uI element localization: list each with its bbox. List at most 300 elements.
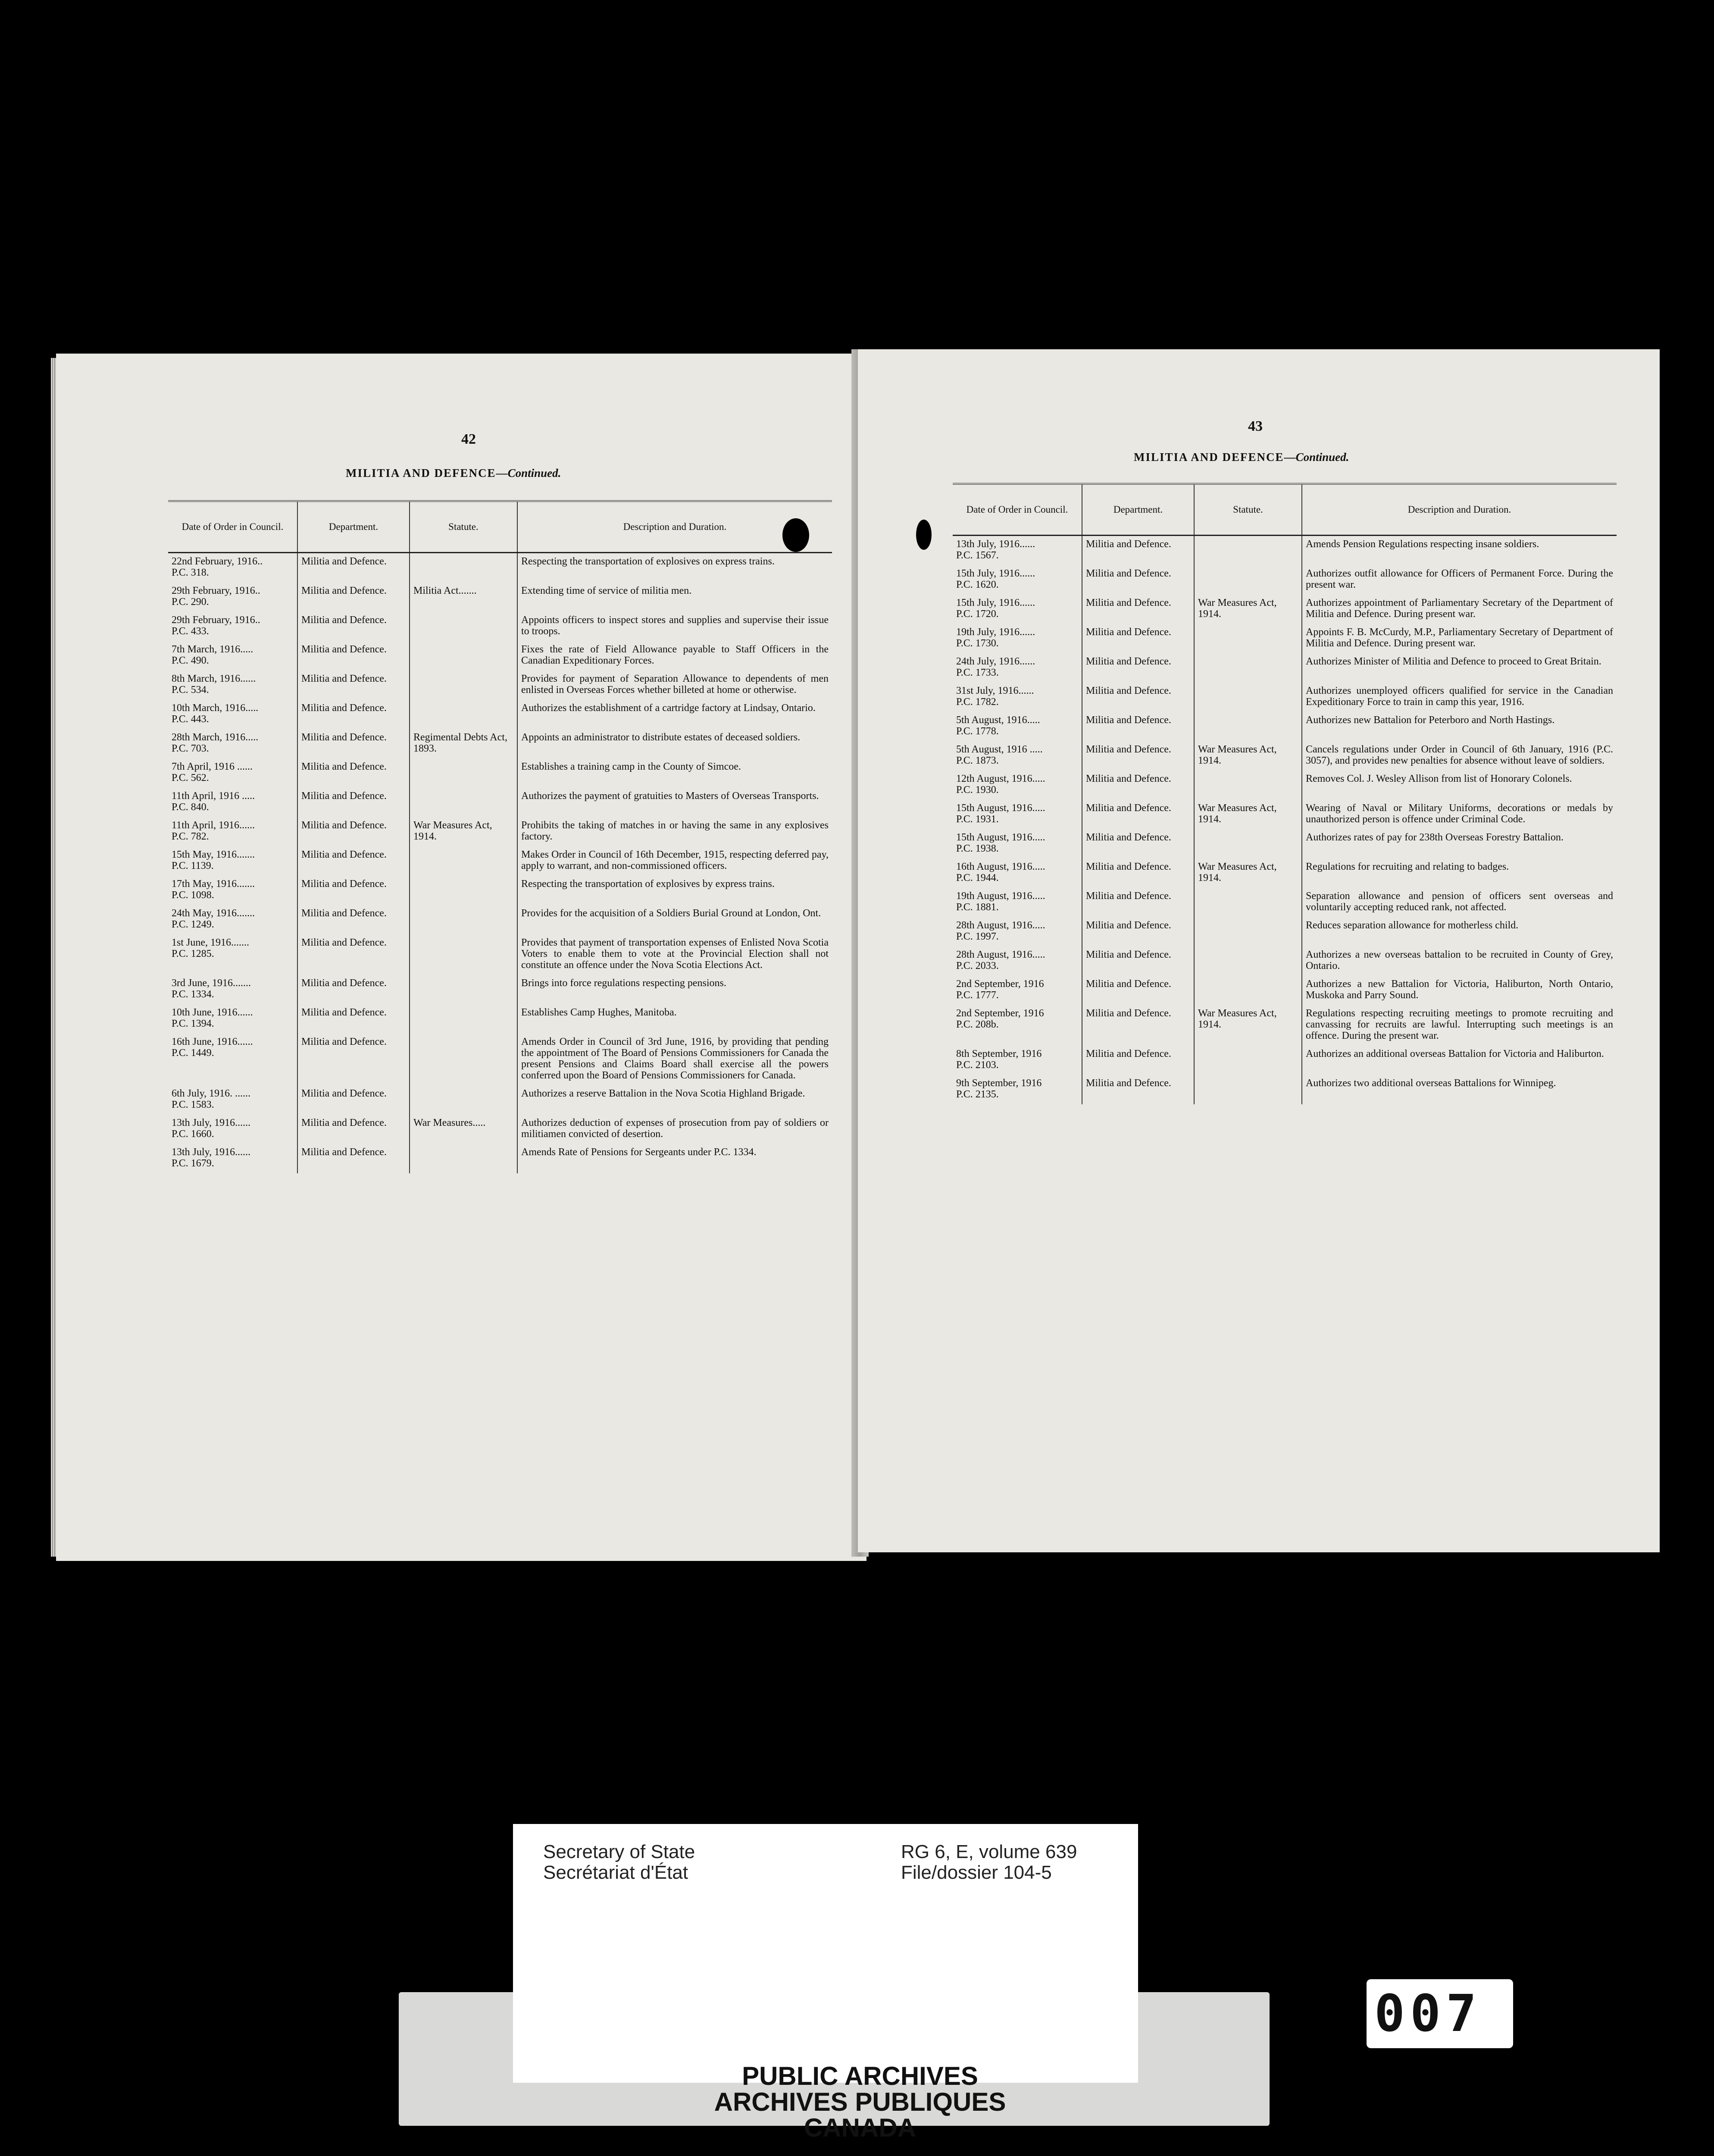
description-cell: Authorizes a reserve Battalion in the Nova Scotia Highland Brigade. <box>517 1085 832 1115</box>
slip-dept-fr: Secrétariat d'État <box>543 1862 688 1883</box>
order-date: 10th March, 1916..... <box>172 702 259 714</box>
order-pc-number: P.C. 1881. <box>956 902 999 913</box>
statute-cell <box>1194 771 1302 800</box>
statute-cell <box>1194 565 1302 595</box>
description-cell: Extending time of service of militia men. <box>517 583 832 612</box>
order-pc-number: P.C. 2135. <box>956 1089 999 1100</box>
department-cell: Militia and Defence. <box>1082 712 1194 741</box>
order-date: 13th July, 1916...... <box>172 1147 251 1158</box>
order-date-cell <box>168 1004 297 1034</box>
order-date: 24th July, 1916...... <box>956 656 1035 667</box>
department-cell: Militia and Defence. <box>1082 1075 1194 1104</box>
description-cell: Respecting the transportation of explosives by express trains. <box>517 876 832 905</box>
table-row <box>953 917 1617 946</box>
page-number: 42 <box>461 431 476 447</box>
statute-cell: War Measures Act, 1914. <box>1194 859 1302 888</box>
order-pc-number: P.C. 290. <box>172 596 209 608</box>
order-date-cell <box>168 975 297 1004</box>
order-date: 29th February, 1916.. <box>172 585 260 596</box>
table-row <box>168 975 832 1004</box>
description-cell: Authorizes unemployed officers qualified for service in the Canadian Expeditionary Force to train in camp this year, 1916. <box>1302 683 1617 712</box>
order-date-cell <box>168 553 297 583</box>
order-date: 29th February, 1916.. <box>172 614 260 626</box>
table-row <box>953 800 1617 829</box>
department-cell: Militia and Defence. <box>1082 536 1194 566</box>
department-cell: Militia and Defence. <box>297 641 410 671</box>
order-date-cell <box>168 1115 297 1144</box>
order-date-cell <box>168 788 297 817</box>
statute-cell <box>410 975 517 1004</box>
punch-hole <box>782 518 809 552</box>
order-pc-number: P.C. 1730. <box>956 638 999 649</box>
statute-cell <box>410 671 517 700</box>
order-pc-number: P.C. 1938. <box>956 843 999 854</box>
description-cell: Regulations for recruiting and relating to badges. <box>1302 859 1617 888</box>
order-date-cell <box>168 758 297 788</box>
description-cell: Authorizes a new overseas battalion to be recruited in County of Grey, Ontario. <box>1302 946 1617 976</box>
table-row <box>953 976 1617 1005</box>
order-date: 15th July, 1916...... <box>956 597 1035 608</box>
order-pc-number: P.C. 1394. <box>172 1018 214 1029</box>
description-cell: Authorizes appointment of Parliamentary Secretary of the Department of Militia and Defence. During present war. <box>1302 595 1617 624</box>
department-cell: Militia and Defence. <box>1082 917 1194 946</box>
order-pc-number: P.C. 490. <box>172 655 209 666</box>
order-date: 7th April, 1916 ...... <box>172 761 253 772</box>
order-pc-number: P.C. 1931. <box>956 814 999 825</box>
description-cell: Provides for payment of Separation Allowance to dependents of men enlisted in Overseas Forces whether billeted at home or otherwise. <box>517 671 832 700</box>
table-row <box>953 829 1617 859</box>
order-pc-number: P.C. 840. <box>172 802 209 813</box>
table-row <box>953 888 1617 917</box>
statute-cell <box>410 934 517 975</box>
order-date-cell <box>168 671 297 700</box>
col-header-statute: Statute. <box>1194 484 1302 536</box>
department-cell: Militia and Defence. <box>297 729 410 758</box>
order-date: 19th July, 1916...... <box>956 627 1035 638</box>
page-42 <box>56 354 866 1561</box>
order-pc-number: P.C. 1449. <box>172 1047 214 1059</box>
description-cell: Removes Col. J. Wesley Allison from list of Honorary Colonels. <box>1302 771 1617 800</box>
table-row <box>168 934 832 975</box>
order-date: 19th August, 1916..... <box>956 890 1045 902</box>
description-cell: Establishes a training camp in the County of Simcoe. <box>517 758 832 788</box>
statute-cell <box>1194 624 1302 653</box>
department-cell: Militia and Defence. <box>297 846 410 876</box>
description-cell: Authorizes Minister of Militia and Defence to proceed to Great Britain. <box>1302 653 1617 683</box>
order-pc-number: P.C. 443. <box>172 714 209 725</box>
department-cell: Militia and Defence. <box>1082 595 1194 624</box>
department-cell: Militia and Defence. <box>297 905 410 934</box>
table-row <box>168 1085 832 1115</box>
description-cell: Authorizes the establishment of a cartridge factory at Lindsay, Ontario. <box>517 700 832 729</box>
order-date: 16th June, 1916...... <box>172 1036 253 1047</box>
order-date: 8th March, 1916...... <box>172 673 256 684</box>
table-row <box>168 729 832 758</box>
department-cell: Militia and Defence. <box>297 975 410 1004</box>
order-pc-number: P.C. 1249. <box>172 919 214 930</box>
department-cell: Militia and Defence. <box>297 1004 410 1034</box>
order-date-cell <box>953 683 1082 712</box>
statute-cell <box>410 846 517 876</box>
order-date-cell <box>168 876 297 905</box>
table-row <box>953 712 1617 741</box>
department-cell: Militia and Defence. <box>1082 946 1194 976</box>
table-row <box>168 905 832 934</box>
table-row <box>953 565 1617 595</box>
description-cell: Authorizes the payment of gratuities to Masters of Overseas Transports. <box>517 788 832 817</box>
col-header-statute: Statute. <box>410 501 517 553</box>
order-pc-number: P.C. 703. <box>172 743 209 754</box>
order-pc-number: P.C. 1720. <box>956 608 999 620</box>
statute-cell: War Measures Act, 1914. <box>1194 800 1302 829</box>
order-date: 28th August, 1916..... <box>956 920 1045 931</box>
table-row <box>953 536 1617 566</box>
description-cell: Amends Rate of Pensions for Sergeants under P.C. 1334. <box>517 1144 832 1173</box>
order-pc-number: P.C. 1334. <box>172 989 214 1000</box>
order-date: 24th May, 1916....... <box>172 908 255 919</box>
description-cell: Cancels regulations under Order in Council of 6th January, 1916 (P.C. 3057), and provides new penalties for absence without leave of soldiers. <box>1302 741 1617 771</box>
statute-cell <box>1194 917 1302 946</box>
statute-cell <box>1194 536 1302 566</box>
department-cell: Militia and Defence. <box>297 817 410 846</box>
col-header-department: Department. <box>297 501 410 553</box>
table-row <box>953 1046 1617 1075</box>
table-row <box>953 946 1617 976</box>
order-date: 5th August, 1916 ..... <box>956 744 1043 755</box>
table-row <box>953 859 1617 888</box>
department-cell: Militia and Defence. <box>297 934 410 975</box>
order-pc-number: P.C. 1285. <box>172 948 214 959</box>
department-cell: Militia and Defence. <box>297 1115 410 1144</box>
statute-cell <box>1194 888 1302 917</box>
order-date-cell <box>168 700 297 729</box>
statute-cell <box>1194 1075 1302 1104</box>
order-date-cell <box>168 1034 297 1085</box>
order-pc-number: P.C. 208b. <box>956 1019 999 1030</box>
statute-cell <box>410 641 517 671</box>
statute-cell <box>1194 712 1302 741</box>
stamp-line-2: ARCHIVES PUBLIQUES <box>714 2087 1006 2116</box>
order-date: 17th May, 1916....... <box>172 878 255 890</box>
order-date: 2nd September, 1916 <box>956 1008 1044 1019</box>
order-date: 15th May, 1916....... <box>172 849 255 860</box>
department-cell: Militia and Defence. <box>297 1085 410 1115</box>
order-date-cell <box>168 817 297 846</box>
order-date: 11th April, 1916 ..... <box>172 790 255 802</box>
order-pc-number: P.C. 1944. <box>956 872 999 884</box>
table-row <box>168 1144 832 1173</box>
table-row <box>168 817 832 846</box>
slip-ref-volume: RG 6, E, volume 639 <box>901 1841 1077 1862</box>
table-row <box>168 583 832 612</box>
department-cell: Militia and Defence. <box>1082 829 1194 859</box>
table-row <box>168 846 832 876</box>
statute-cell: War Measures Act, 1914. <box>410 817 517 846</box>
statute-cell <box>410 758 517 788</box>
table-row <box>168 553 832 583</box>
order-date: 2nd September, 1916 <box>956 978 1044 990</box>
description-cell: Brings into force regulations respecting pensions. <box>517 975 832 1004</box>
order-pc-number: P.C. 1583. <box>172 1099 214 1110</box>
table-row <box>168 1115 832 1144</box>
table-row <box>168 1004 832 1034</box>
order-date: 28th March, 1916..... <box>172 732 259 743</box>
order-pc-number: P.C. 1873. <box>956 755 999 766</box>
statute-cell <box>410 612 517 641</box>
description-cell: Regulations respecting recruiting meetings to promote recruiting and canvassing for recruits are lawful. Interrupting such meetings is an offence. During the present war. <box>1302 1005 1617 1046</box>
order-date-cell <box>953 653 1082 683</box>
col-header-date: Date of Order in Council. <box>168 501 297 553</box>
description-cell: Amends Pension Regulations respecting insane soldiers. <box>1302 536 1617 566</box>
department-cell: Militia and Defence. <box>1082 859 1194 888</box>
order-date-cell <box>953 1075 1082 1104</box>
order-date: 10th June, 1916...... <box>172 1007 253 1018</box>
statute-cell <box>1194 946 1302 976</box>
order-date: 13th July, 1916...... <box>956 539 1035 550</box>
order-date-cell <box>168 641 297 671</box>
order-date-cell <box>953 859 1082 888</box>
order-date: 12th August, 1916..... <box>956 773 1045 784</box>
order-date-cell <box>168 1085 297 1115</box>
order-date-cell <box>953 536 1082 566</box>
order-pc-number: P.C. 2033. <box>956 960 999 971</box>
department-cell: Militia and Defence. <box>297 788 410 817</box>
description-cell: Authorizes a new Battalion for Victoria, Haliburton, North Ontario, Muskoka and Parry Sound. <box>1302 976 1617 1005</box>
description-cell: Authorizes an additional overseas Battalion for Victoria and Haliburton. <box>1302 1046 1617 1075</box>
department-cell: Militia and Defence. <box>1082 565 1194 595</box>
order-date-cell <box>168 934 297 975</box>
order-date: 1st June, 1916....... <box>172 937 249 948</box>
department-cell: Militia and Defence. <box>297 612 410 641</box>
order-date: 9th September, 1916 <box>956 1078 1042 1089</box>
order-date-cell <box>953 800 1082 829</box>
order-date-cell <box>168 612 297 641</box>
order-date-cell <box>953 565 1082 595</box>
order-date-cell <box>953 712 1082 741</box>
table-row <box>953 595 1617 624</box>
order-date-cell <box>168 583 297 612</box>
statute-cell <box>1194 976 1302 1005</box>
punch-hole <box>916 520 932 550</box>
slip-ref-file: File/dossier 104-5 <box>901 1862 1052 1883</box>
order-pc-number: P.C. 433. <box>172 626 209 637</box>
description-cell: Authorizes outfit allowance for Officers of Permanent Force. During the present war. <box>1302 565 1617 595</box>
order-pc-number: P.C. 1930. <box>956 784 999 796</box>
table-row <box>168 1034 832 1085</box>
statute-cell: War Measures..... <box>410 1115 517 1144</box>
order-pc-number: P.C. 1777. <box>956 990 999 1001</box>
col-header-department: Department. <box>1082 484 1194 536</box>
statute-cell <box>1194 829 1302 859</box>
stamp-line-1: PUBLIC ARCHIVES <box>742 2062 978 2090</box>
order-pc-number: P.C. 1778. <box>956 726 999 737</box>
department-cell: Militia and Defence. <box>1082 976 1194 1005</box>
order-pc-number: P.C. 534. <box>172 684 209 696</box>
description-cell: Authorizes new Battalion for Peterboro and North Hastings. <box>1302 712 1617 741</box>
table-row <box>168 700 832 729</box>
description-cell: Makes Order in Council of 16th December, 1915, respecting deferred pay, apply to warrant, and non-commissioned officers. <box>517 846 832 876</box>
table-row <box>168 612 832 641</box>
statute-cell <box>410 1034 517 1085</box>
statute-cell <box>1194 653 1302 683</box>
table-row <box>953 771 1617 800</box>
page-43 <box>858 349 1660 1552</box>
table-row <box>953 1075 1617 1104</box>
page-title: MILITIA AND DEFENCE—Continued. <box>346 467 561 479</box>
statute-cell <box>1194 683 1302 712</box>
description-cell: Appoints an administrator to distribute estates of deceased soldiers. <box>517 729 832 758</box>
description-cell: Amends Order in Council of 3rd June, 1916, by providing that pending the appointment of The Board of Pensions Commissioners for Canada the present Pensions and Claims Board shall exercise all the powers conferred upon the Board of Pensions Commissioners for Canada. <box>517 1034 832 1085</box>
order-pc-number: P.C. 2103. <box>956 1059 999 1071</box>
table-row <box>953 741 1617 771</box>
department-cell: Militia and Defence. <box>1082 888 1194 917</box>
statute-cell <box>410 1004 517 1034</box>
archives-stamp <box>560 2063 1160 2141</box>
department-cell: Militia and Defence. <box>297 1144 410 1173</box>
department-cell: Militia and Defence. <box>1082 624 1194 653</box>
order-date-cell <box>953 624 1082 653</box>
order-date-cell <box>953 946 1082 976</box>
page-title: MILITIA AND DEFENCE—Continued. <box>1134 451 1349 464</box>
orders-table <box>168 500 832 1173</box>
statute-cell: Regimental Debts Act, 1893. <box>410 729 517 758</box>
order-pc-number: P.C. 1660. <box>172 1128 214 1140</box>
order-date-cell <box>953 976 1082 1005</box>
description-cell: Authorizes deduction of expenses of prosecution from pay of soldiers or militiamen convicted of desertion. <box>517 1115 832 1144</box>
statute-cell <box>410 905 517 934</box>
statute-cell: War Measures Act, 1914. <box>1194 741 1302 771</box>
department-cell: Militia and Defence. <box>1082 1046 1194 1075</box>
department-cell: Militia and Defence. <box>1082 741 1194 771</box>
order-pc-number: P.C. 1098. <box>172 890 214 901</box>
stamp-line-3: CANADA <box>804 2113 916 2142</box>
description-cell: Separation allowance and pension of officers sent overseas and voluntarily accepting reduced rank, not affected. <box>1302 888 1617 917</box>
order-pc-number: P.C. 1733. <box>956 667 999 678</box>
statute-cell <box>410 700 517 729</box>
order-date: 13th July, 1916...... <box>172 1117 251 1128</box>
table-row <box>168 788 832 817</box>
table-row <box>953 1005 1617 1046</box>
description-cell: Respecting the transportation of explosives on express trains. <box>517 553 832 583</box>
description-cell: Authorizes two additional overseas Battalions for Winnipeg. <box>1302 1075 1617 1104</box>
department-cell: Militia and Defence. <box>297 583 410 612</box>
description-cell: Prohibits the taking of matches in or having the same in any explosives factory. <box>517 817 832 846</box>
order-date: 15th August, 1916..... <box>956 832 1045 843</box>
description-cell: Appoints F. B. McCurdy, M.P., Parliamentary Secretary of Department of Militia and Defence. During present war. <box>1302 624 1617 653</box>
order-pc-number: P.C. 1567. <box>956 550 999 561</box>
order-date-cell <box>168 846 297 876</box>
statute-cell <box>410 1085 517 1115</box>
description-cell: Authorizes rates of pay for 238th Overseas Forestry Battalion. <box>1302 829 1617 859</box>
slip-dept-en: Secretary of State <box>543 1841 695 1862</box>
order-date: 8th September, 1916 <box>956 1048 1042 1059</box>
frame-number: 007 <box>1374 1984 1482 2043</box>
description-cell: Provides that payment of transportation expenses of Enlisted Nova Scotia Voters to enable them to vote at the Provincial Election shall not constitute an offence under the Nova Scotia Elections Act. <box>517 934 832 975</box>
order-date-cell <box>168 729 297 758</box>
department-cell: Militia and Defence. <box>297 758 410 788</box>
order-date: 15th July, 1916...... <box>956 568 1035 579</box>
archive-reference-slip <box>513 1824 1138 2083</box>
order-date: 28th August, 1916..... <box>956 949 1045 960</box>
table-row <box>953 653 1617 683</box>
table-row <box>168 671 832 700</box>
department-cell: Militia and Defence. <box>297 876 410 905</box>
statute-cell <box>1194 1046 1302 1075</box>
statute-cell: War Measures Act, 1914. <box>1194 1005 1302 1046</box>
order-date: 16th August, 1916..... <box>956 861 1045 872</box>
order-date: 6th July, 1916. ...... <box>172 1088 251 1099</box>
order-date: 15th August, 1916..... <box>956 802 1045 814</box>
col-header-description: Description and Duration. <box>517 501 832 553</box>
order-date: 5th August, 1916..... <box>956 714 1040 726</box>
department-cell: Militia and Defence. <box>297 700 410 729</box>
department-cell: Militia and Defence. <box>297 553 410 583</box>
order-pc-number: P.C. 1139. <box>172 860 214 871</box>
description-cell: Reduces separation allowance for motherless child. <box>1302 917 1617 946</box>
order-date-cell <box>953 888 1082 917</box>
table-row <box>953 624 1617 653</box>
description-cell: Fixes the rate of Field Allowance payable to Staff Officers in the Canadian Expeditionary Forces. <box>517 641 832 671</box>
statute-cell <box>410 876 517 905</box>
col-header-description: Description and Duration. <box>1302 484 1617 536</box>
description-cell: Establishes Camp Hughes, Manitoba. <box>517 1004 832 1034</box>
statute-cell: Militia Act....... <box>410 583 517 612</box>
statute-cell <box>410 1144 517 1173</box>
order-date-cell <box>953 771 1082 800</box>
order-date: 7th March, 1916..... <box>172 644 253 655</box>
order-date: 3rd June, 1916....... <box>172 978 251 989</box>
department-cell: Militia and Defence. <box>1082 1005 1194 1046</box>
description-cell: Provides for the acquisition of a Soldiers Burial Ground at London, Ont. <box>517 905 832 934</box>
description-cell: Appoints officers to inspect stores and supplies and supervise their issue to troops. <box>517 612 832 641</box>
order-date-cell <box>953 1005 1082 1046</box>
orders-table <box>953 483 1617 1104</box>
department-cell: Militia and Defence. <box>1082 800 1194 829</box>
order-pc-number: P.C. 1782. <box>956 696 999 708</box>
order-pc-number: P.C. 1679. <box>172 1158 214 1169</box>
order-date-cell <box>953 741 1082 771</box>
department-cell: Militia and Defence. <box>1082 653 1194 683</box>
order-pc-number: P.C. 1620. <box>956 579 999 590</box>
table-row <box>168 758 832 788</box>
col-header-date: Date of Order in Council. <box>953 484 1082 536</box>
order-date-cell <box>953 595 1082 624</box>
order-pc-number: P.C. 1997. <box>956 931 999 942</box>
department-cell: Militia and Defence. <box>1082 683 1194 712</box>
order-date-cell <box>953 917 1082 946</box>
department-cell: Militia and Defence. <box>297 1034 410 1085</box>
department-cell: Militia and Defence. <box>297 671 410 700</box>
order-date: 31st July, 1916...... <box>956 685 1034 696</box>
statute-cell <box>410 553 517 583</box>
order-pc-number: P.C. 782. <box>172 831 209 842</box>
order-date-cell <box>953 829 1082 859</box>
order-pc-number: P.C. 562. <box>172 772 209 783</box>
description-cell: Wearing of Naval or Military Uniforms, decorations or medals by unauthorized person is offence under Criminal Code. <box>1302 800 1617 829</box>
department-cell: Militia and Defence. <box>1082 771 1194 800</box>
order-date: 11th April, 1916...... <box>172 820 255 831</box>
frame-counter <box>1367 1979 1513 2048</box>
table-row <box>168 641 832 671</box>
table-row <box>953 683 1617 712</box>
order-date-cell <box>168 905 297 934</box>
statute-cell: War Measures Act, 1914. <box>1194 595 1302 624</box>
table-row <box>168 876 832 905</box>
order-date-cell <box>168 1144 297 1173</box>
order-pc-number: P.C. 318. <box>172 567 209 578</box>
statute-cell <box>410 788 517 817</box>
page-number: 43 <box>1248 418 1263 434</box>
